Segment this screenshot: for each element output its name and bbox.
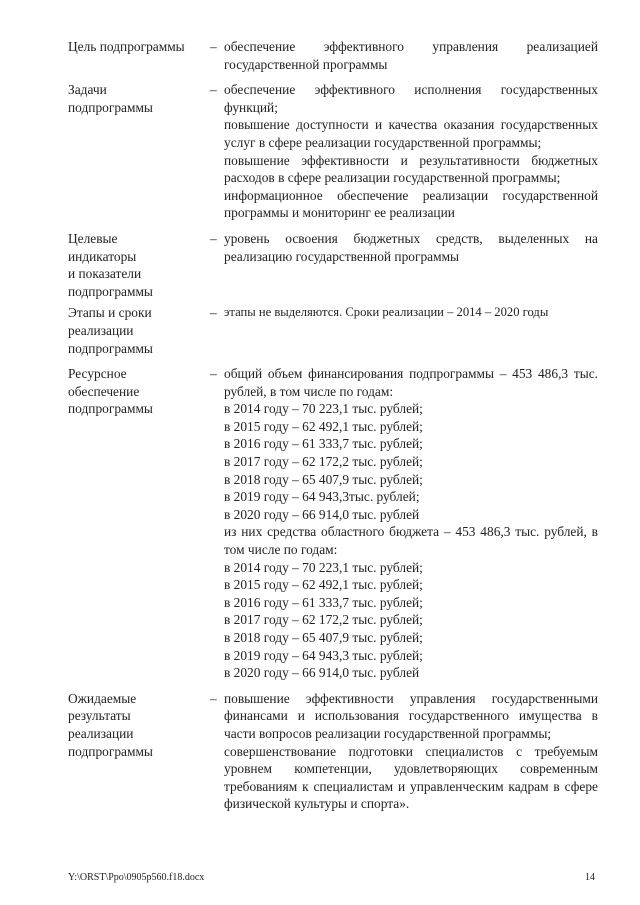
label-line: Задачи (68, 82, 107, 98)
label-line: и показатели (68, 266, 142, 282)
row-value (224, 690, 598, 813)
label-line: Цель подпрограммы (68, 39, 185, 54)
dash: – (210, 690, 217, 706)
value-line: в 2016 году – 61 333,7 тыс. рублей; (224, 436, 423, 452)
label-line: подпрограммы (68, 99, 153, 115)
value-line: в 2017 году – 62 172,2 тыс. рублей; (224, 612, 423, 628)
label-line: Ожидаемые (68, 690, 137, 706)
label-line: подпрограммы (68, 283, 153, 299)
row-value (224, 38, 598, 73)
row-value (224, 365, 598, 682)
value-line: обеспечение эффективного управления реализацией государственной программы (224, 39, 598, 72)
value-line: повышение эффективности и результативности бюджетных расходов в сфере реализации государственной программы; (224, 152, 598, 186)
row-value (224, 81, 598, 222)
value-line: общий объем финансирования подпрограммы – 453 486,3 тыс. рублей, в том числе по годам: (224, 366, 598, 399)
row-label (68, 38, 210, 56)
value-line: совершенствование подготовки специалистов с требуемым уровнем компетенции, удовлетворяющих современным требованиям к специалистам и управленческим кадрам в сфере физической культуры и спорта». (224, 743, 598, 812)
value-line: повышение эффективности управления государственными финансами и использования государственного имущества в части вопросов реализации государственной программы; (224, 690, 598, 741)
value-line: в 2019 году – 64 943,3 тыс. рублей; (224, 647, 423, 663)
value-line: в 2014 году – 70 223,1 тыс. рублей; (224, 401, 423, 417)
value-line: в 2017 году – 62 172,2 тыс. рублей; (224, 454, 423, 470)
value-line: этапы не выделяются. Сроки реализации – 2014 – 2020 годы (224, 305, 549, 320)
value-line: обеспечение эффективного исполнения государственных функций; (224, 82, 598, 115)
value-line: в 2014 году – 70 223,1 тыс. рублей; (224, 559, 423, 575)
footer-page-number: 14 (585, 872, 595, 883)
label-line: подпрограммы (68, 743, 153, 759)
dash: – (210, 230, 217, 246)
dash: – (210, 366, 217, 382)
value-line: информационное обеспечение реализации государственной программы и мониторинг ее реализации (224, 187, 598, 221)
label-line: обеспечение (68, 383, 140, 399)
value-line: в 2019 году – 64 943,3тыс. рублей; (224, 489, 420, 505)
value-line: в 2016 году – 61 333,7 тыс. рублей; (224, 594, 423, 610)
value-line: в 2020 году – 66 914,0 тыс. рублей (224, 665, 420, 681)
row-resources (68, 365, 598, 682)
value-line: уровень освоения бюджетных средств, выделенных на реализацию государственной программы (224, 230, 598, 264)
row-label (68, 690, 210, 760)
label-line: реализации (68, 725, 134, 741)
row-label (68, 304, 210, 357)
row-label (68, 81, 210, 116)
value-line: в 2020 году – 66 914,0 тыс. рублей (224, 506, 420, 522)
label-line: индикаторы (68, 248, 137, 264)
value-line: в 2015 году – 62 492,1 тыс. рублей; (224, 418, 423, 434)
label-line: Этапы и сроки (68, 305, 152, 321)
label-line: подпрограммы (68, 401, 153, 417)
row-value (224, 304, 598, 322)
row-tasks (68, 81, 598, 222)
row-stages (68, 304, 598, 357)
label-line: реализации (68, 322, 134, 338)
row-goal (68, 38, 598, 73)
row-label (68, 230, 210, 300)
label-line: результаты (68, 708, 131, 724)
value-line: в 2018 году – 65 407,9 тыс. рублей; (224, 630, 423, 645)
row-indicators (68, 230, 598, 300)
value-line: повышение доступности и качества оказания государственных услуг в сфере реализации государственной программы; (224, 117, 598, 150)
value-line: из них средства областного бюджета – 453 486,3 тыс. рублей, в том числе по годам: (224, 524, 598, 558)
footer-file-path: Y:\ORST\Ppo\0905p560.f18.docx (68, 872, 205, 883)
row-label (68, 365, 210, 418)
row-value (224, 230, 598, 265)
label-line: подпрограммы (68, 340, 153, 356)
dash: – (210, 39, 217, 54)
dash: – (210, 305, 217, 321)
label-line: Целевые (68, 230, 118, 246)
value-line: в 2015 году – 62 492,1 тыс. рублей; (224, 577, 423, 593)
passport-table (68, 38, 598, 813)
value-line: в 2018 году – 65 407,9 тыс. рублей; (224, 471, 423, 487)
label-line: Ресурсное (68, 366, 127, 382)
row-results (68, 690, 598, 813)
dash: – (210, 82, 217, 98)
